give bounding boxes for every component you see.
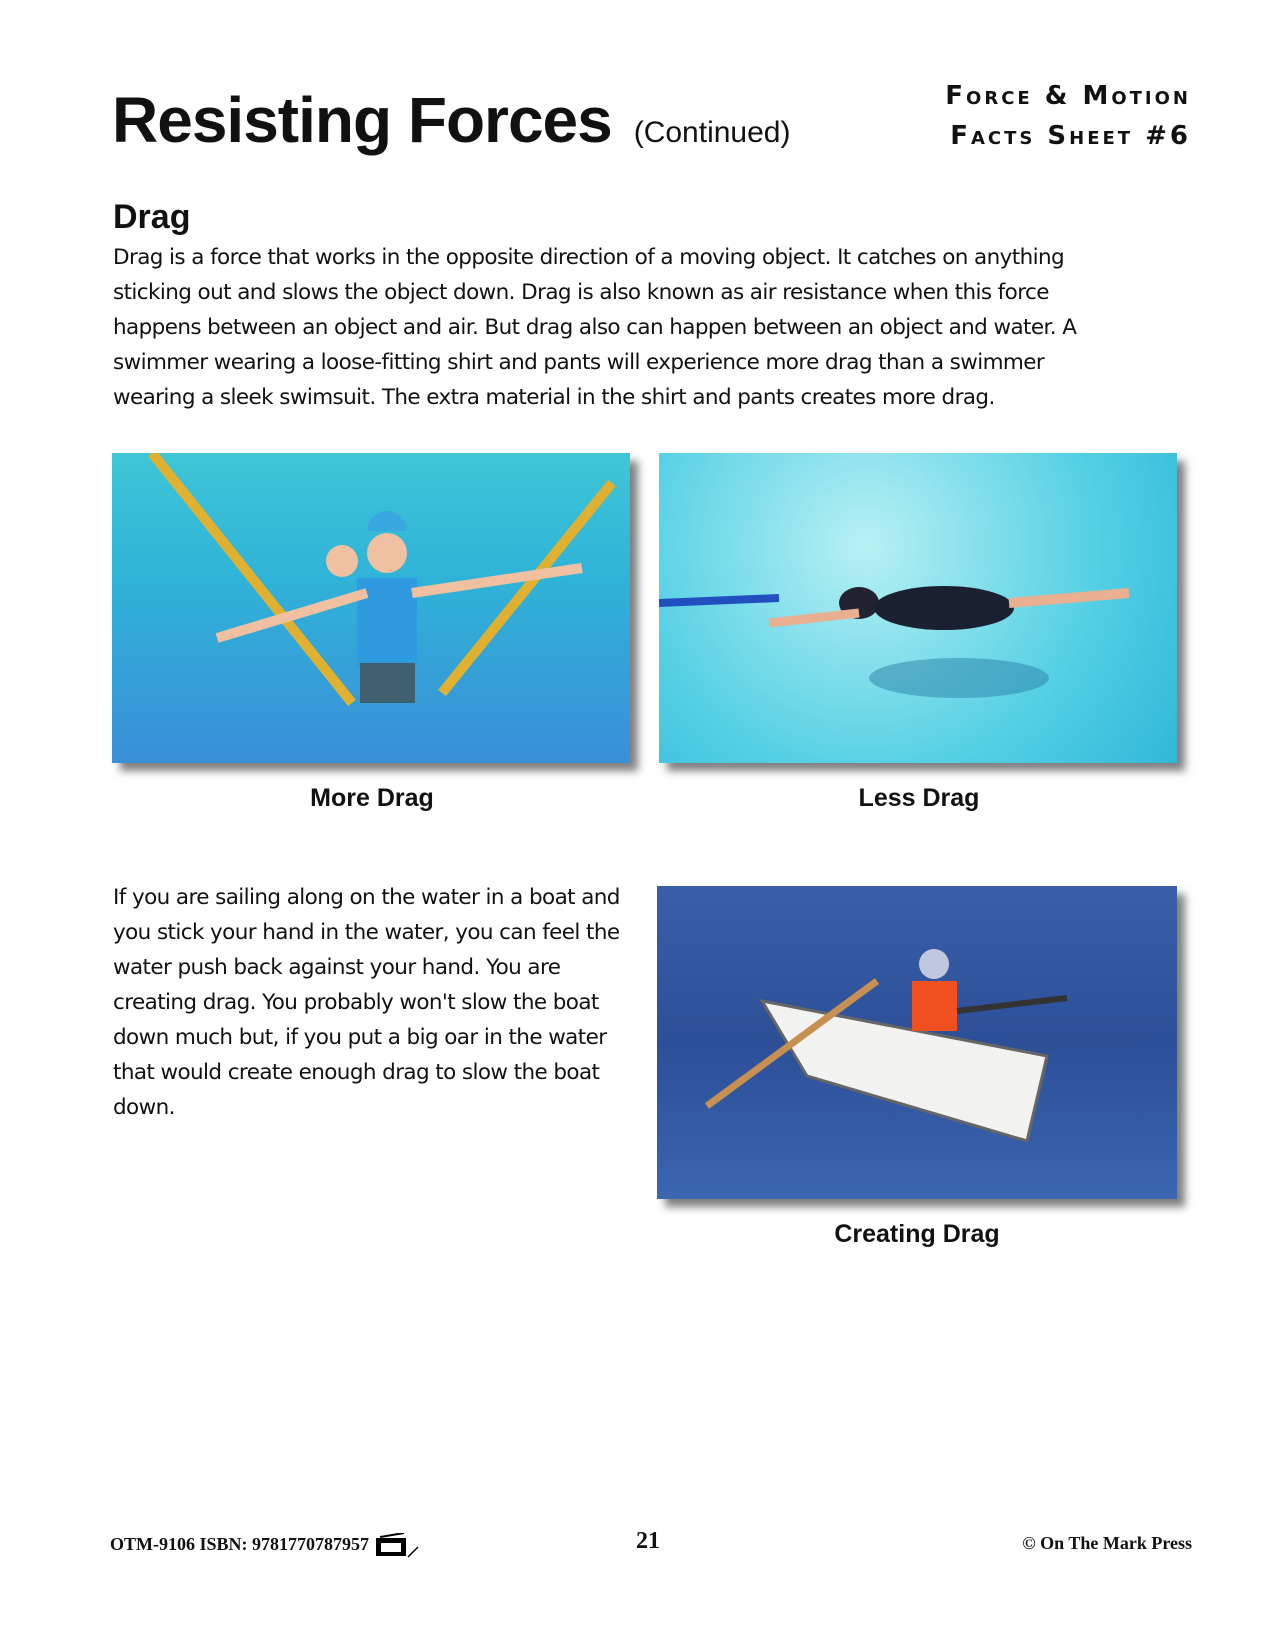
creating-drag-photo <box>657 886 1177 1199</box>
footer-copyright: © On The Mark Press <box>1022 1533 1192 1553</box>
footer-isbn: OTM-9106 ISBN: 9781770787957 <box>110 1534 370 1555</box>
caption-less-drag: Less Drag <box>858 784 980 812</box>
caption-more-drag: More Drag <box>310 784 434 812</box>
less-drag-photo <box>659 453 1177 763</box>
series-line-1: Force & Motion <box>945 81 1191 111</box>
page-subtitle: (Continued) <box>633 116 791 149</box>
footer-code <box>110 1533 424 1559</box>
page-title: Resisting Forces <box>112 84 612 156</box>
page-number: 21 <box>636 1528 660 1554</box>
rowboat-illustration <box>657 886 1177 1199</box>
title-row <box>112 80 790 160</box>
boat-paragraph: If you are sailing along on the water in a boat and you stick your hand in the water, you can feel the water push back against your hand. You are creating drag. You probably won't slow the boat down much but, if you put a big oar in the water that would create enough drag to slow the boat down. <box>113 885 620 1120</box>
series-line-2: Facts Sheet #6 <box>950 121 1191 151</box>
series-label <box>945 76 1191 156</box>
book-logo-icon <box>374 1533 424 1559</box>
more-drag-photo <box>112 453 630 763</box>
drag-paragraph: Drag is a force that works in the opposite direction of a moving object. It catches on anything sticking out and slows the object down. Drag is also known as air resistance when this force happens between an object and air. But drag also can happen between an object and water. A swimmer wearing a loose-fitting shirt and pants will experience more drag than a swimmer wearing a sleek swimsuit. The extra material in the shirt and pants creates more drag. <box>113 245 1077 410</box>
swimmer-illustration <box>659 453 1177 763</box>
swimmers-illustration <box>112 453 630 763</box>
caption-creating-drag: Creating Drag <box>834 1220 1000 1248</box>
section-heading: Drag <box>113 198 191 236</box>
